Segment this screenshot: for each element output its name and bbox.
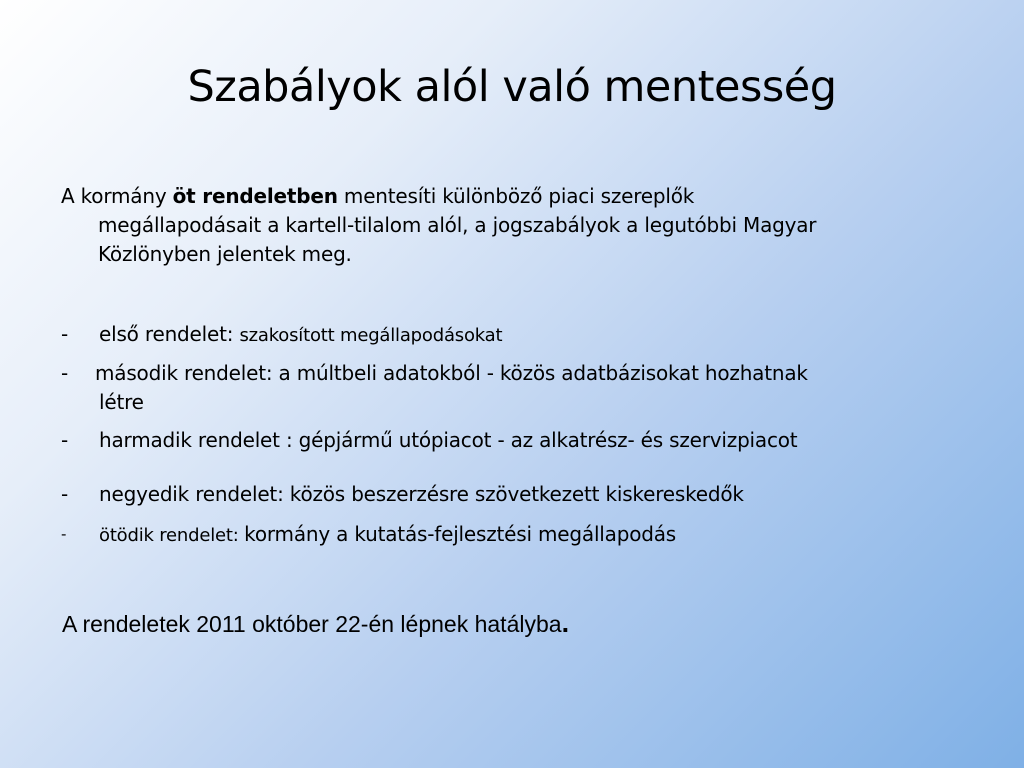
list-item-detail: szakosított megállapodásokat <box>239 325 503 346</box>
intro-prefix: A kormány <box>61 184 173 208</box>
footer-period: . <box>561 608 570 638</box>
bullet-dash: - <box>61 428 69 452</box>
list-item-text <box>99 520 676 550</box>
list-item-text: második rendelet: a múltbeli adatokból - közös adatbázisokat hozhatnak <box>95 361 808 385</box>
intro-line-1-rest: mentesíti különböző piaci szereplők <box>337 184 695 208</box>
bullet-dash: - <box>61 361 69 385</box>
bullet-dash: - <box>61 322 69 346</box>
footer-text: A rendeletek 2011 október 22-én lépnek hatályba <box>62 611 562 637</box>
list-item-text <box>99 320 502 350</box>
footer-note <box>62 608 569 639</box>
bullet-dash: - <box>61 482 69 506</box>
slide-title: Szabályok alól való mentesség <box>187 62 837 112</box>
intro-paragraph <box>61 182 941 269</box>
intro-line-1 <box>61 182 941 211</box>
intro-line-2: megállapodásait a kartell-tilalom alól, a jogszabályok a legutóbbi Magyar <box>98 213 817 237</box>
list-item-text: harmadik rendelet : gépjármű utópiacot - az alkatrész- és szervizpiacot <box>99 428 798 452</box>
intro-bold: öt rendeletben <box>172 184 338 208</box>
intro-line-3: Közlönyben jelentek meg. <box>98 242 352 266</box>
list-item-detail: kormány a kutatás-fejlesztési megállapodás <box>244 522 677 546</box>
list-item-text: negyedik rendelet: közös beszerzésre szövetkezett kiskereskedők <box>99 482 744 506</box>
list-item-continuation: létre <box>99 390 144 414</box>
list-item-label: ötödik rendelet: <box>99 525 245 546</box>
list-item-label: első rendelet: <box>99 322 240 346</box>
bullet-dash: - <box>61 525 67 543</box>
